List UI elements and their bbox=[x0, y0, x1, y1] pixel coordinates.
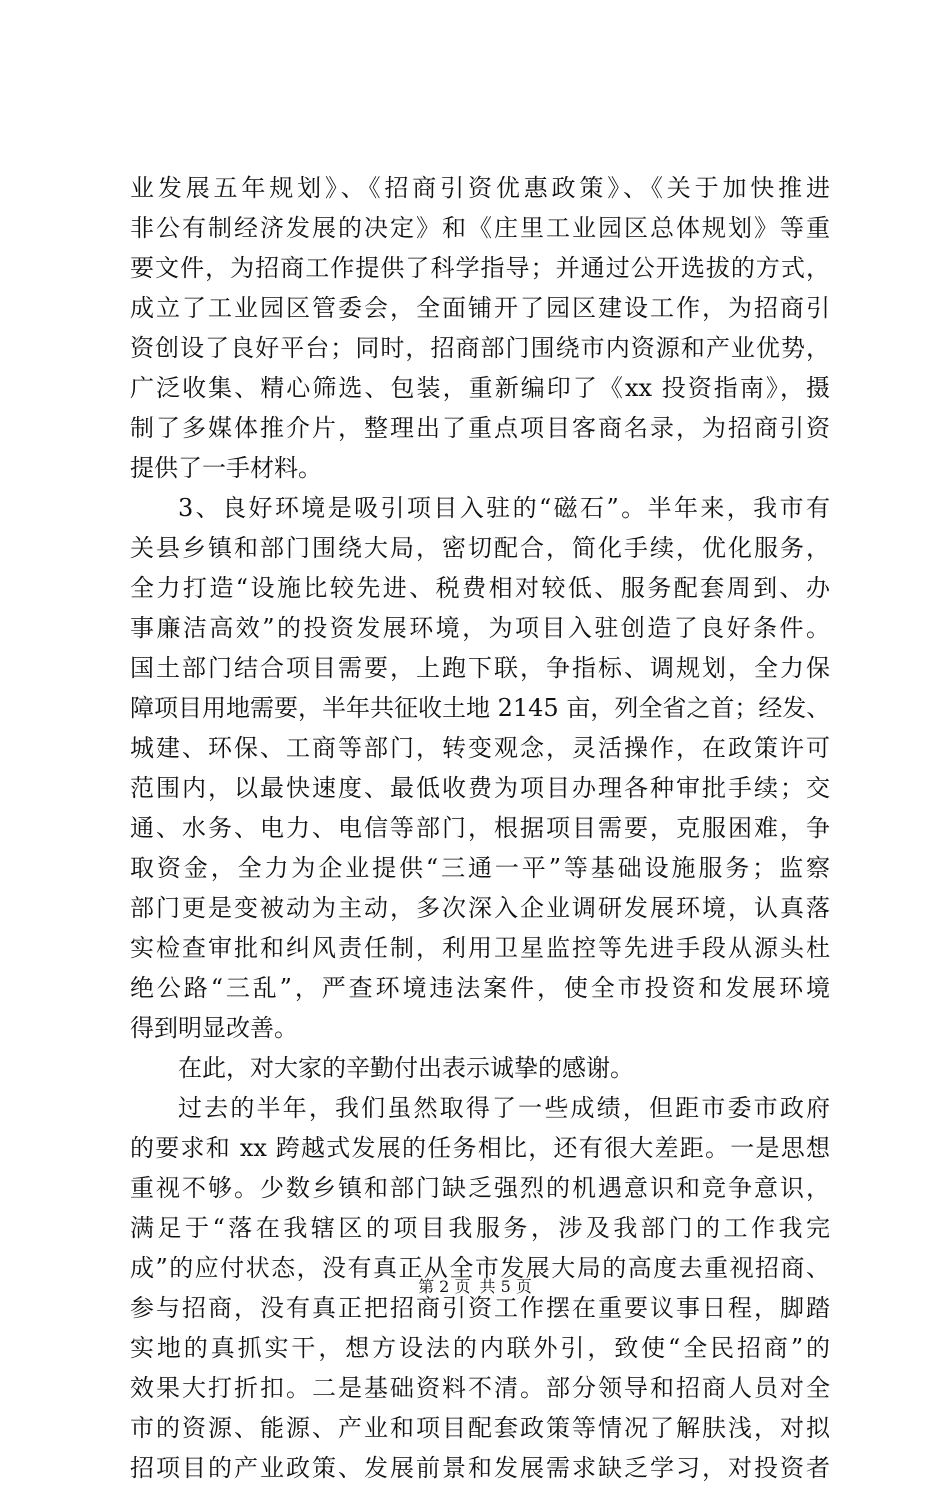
text-line: 成立了工业园区管委会，全面铺开了园区建设工作，为招商引 bbox=[130, 294, 830, 322]
text-line: 部门更是变被动为主动，多次深入企业调研发展环境，认真落 bbox=[130, 894, 830, 922]
text-line: 非公有制经济发展的决定》和《庄里工业园区总体规划》等重 bbox=[130, 214, 830, 242]
text-line: 制了多媒体推介片，整理出了重点项目客商名录，为招商引资 bbox=[130, 414, 830, 442]
text-line: 关县乡镇和部门围绕大局，密切配合，简化手续，优化服务， bbox=[130, 534, 830, 562]
text-line: 城建、环保、工商等部门，转变观念，灵活操作，在政策许可 bbox=[130, 734, 830, 762]
text-line: 业发展五年规划》、《招商引资优惠政策》、《关于加快推进 bbox=[130, 174, 830, 202]
text-line: 在此，对大家的辛勤付出表示诚挚的感谢。 bbox=[178, 1054, 634, 1082]
text-line: 全力打造“设施比较先进、税费相对较低、服务配套周到、办 bbox=[130, 574, 830, 602]
page-total: 共 5 页 bbox=[479, 1277, 532, 1296]
text-line: 资创设了良好平台；同时，招商部门围绕市内资源和产业优势， bbox=[130, 334, 830, 362]
text-line: 3、良好环境是吸引项目入驻的“磁石”。半年来，我市有 bbox=[178, 494, 830, 522]
text-line: 要文件，为招商工作提供了科学指导；并通过公开选拔的方式， bbox=[130, 254, 830, 282]
text-line: 取资金，全力为企业提供“三通一平”等基础设施服务；监察 bbox=[130, 854, 830, 882]
text-line: 事廉洁高效”的投资发展环境，为项目入驻创造了良好条件。 bbox=[130, 614, 830, 642]
text-line: 过去的半年，我们虽然取得了一些成绩，但距市委市政府 bbox=[178, 1094, 830, 1122]
text-line: 参与招商，没有真正把招商引资工作摆在重要议事日程，脚踏 bbox=[130, 1294, 830, 1322]
text-line: 的要求和 xx 跨越式发展的任务相比，还有很大差距。一是思想 bbox=[130, 1134, 830, 1162]
text-line: 障项目用地需要，半年共征收土地 2145 亩，列全省之首；经发、 bbox=[130, 694, 830, 722]
text-line: 绝公路“三乱”，严查环境违法案件，使全市投资和发展环境 bbox=[130, 974, 830, 1002]
text-line: 范围内，以最快速度、最低收费为项目办理各种审批手续；交 bbox=[130, 774, 830, 802]
text-line: 重视不够。少数乡镇和部门缺乏强烈的机遇意识和竞争意识， bbox=[130, 1174, 830, 1202]
text-line: 效果大打折扣。二是基础资料不清。部分领导和招商人员对全 bbox=[130, 1374, 830, 1402]
text-line: 通、水务、电力、电信等部门，根据项目需要，克服困难，争 bbox=[130, 814, 830, 842]
text-line: 招项目的产业政策、发展前景和发展需求缺乏学习，对投资者 bbox=[130, 1454, 830, 1482]
text-line: 实地的真抓实干，想方设法的内联外引，致使“全民招商”的 bbox=[130, 1334, 830, 1362]
text-line: 满足于“落在我辖区的项目我服务，涉及我部门的工作我完 bbox=[130, 1214, 830, 1242]
text-line: 成”的应付状态，没有真正从全市发展大局的高度去重视招商、 bbox=[130, 1254, 830, 1282]
text-line: 得到明显改善。 bbox=[130, 1014, 298, 1042]
text-line: 提供了一手材料。 bbox=[130, 454, 322, 482]
text-line: 广泛收集、精心筛选、包装，重新编印了《xx 投资指南》，摄 bbox=[130, 374, 830, 402]
text-line: 市的资源、能源、产业和项目配套政策等情况了解肤浅，对拟 bbox=[130, 1414, 830, 1442]
text-line: 实检查审批和纠风责任制，利用卫星监控等先进手段从源头杜 bbox=[130, 934, 830, 962]
text-line: 国土部门结合项目需要，上跑下联，争指标、调规划，全力保 bbox=[130, 654, 830, 682]
page-footer bbox=[0, 1277, 950, 1297]
page-number: 第 2 页 bbox=[418, 1277, 471, 1296]
